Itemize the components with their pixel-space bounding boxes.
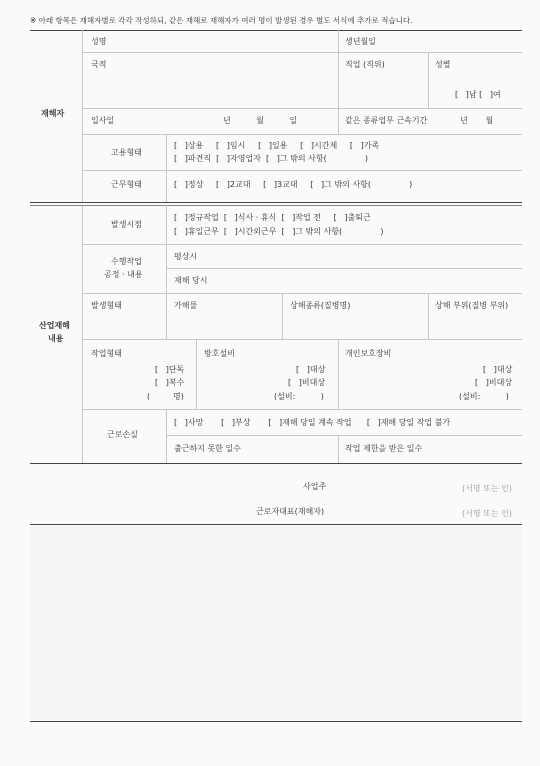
victim-section-divider — [82, 30, 83, 202]
employment-options-1: [ ]상용 [ ]임시 [ ]일용 [ ]시간제 [ ]가족 — [174, 141, 380, 150]
page-bottom-border — [30, 721, 522, 722]
work-form-multi: [ ]복수 — [155, 378, 185, 387]
victim-section-label: 재해자 — [41, 109, 65, 118]
work-loss-options: [ ]사망 [ ]부상 [ ]재해 당일 계속 작업 [ ]재해 당일 작업 불가 — [174, 418, 451, 427]
name-label: 성명 — [91, 37, 107, 46]
employment-type-label: 고용형태 — [111, 148, 142, 157]
at-accident-label: 재해 당시 — [174, 276, 208, 285]
table-top-border — [30, 30, 522, 31]
work-form-count: ( 명) — [147, 392, 184, 401]
nationality-label: 국적 — [91, 60, 107, 69]
work-type-label: 근무형태 — [111, 180, 142, 189]
protection-installed: (설비: ) — [274, 392, 324, 401]
ppe-label: 개인보호장비 — [345, 349, 392, 358]
task-label-2: 공정 · 내용 — [104, 270, 143, 279]
signature-bottom-border — [30, 524, 522, 525]
ppe-nontarget: [ ]비대상 — [475, 378, 513, 387]
protection-equipment-label: 방호설비 — [204, 349, 235, 358]
birthdate-label: 생년월일 — [345, 37, 376, 46]
ppe-target: [ ]대상 — [483, 365, 513, 374]
section-divider — [30, 202, 522, 203]
normal-label: 평상시 — [174, 252, 198, 261]
occurrence-time-options-2: [ ]휴일근무 [ ]시간외근무 [ ]그 밖의 사항( ) — [174, 227, 384, 236]
tenure-label: 같은 종류업무 근속기간 — [345, 116, 428, 125]
accident-section-label-1: 산업재해 — [39, 321, 70, 330]
occurrence-time-label: 발생시점 — [111, 220, 142, 229]
occurrence-form-label: 발생형태 — [91, 301, 122, 310]
protection-nontarget: [ ]비대상 — [288, 378, 326, 387]
cause-label: 가해물 — [174, 301, 198, 310]
worker-rep-label: 근로자대표(재해자) — [256, 507, 325, 516]
body-part-label: 상해 부위(질병 부위) — [435, 301, 509, 310]
employer-label: 사업주 — [303, 482, 327, 491]
tenure-ym: 년 월 — [460, 116, 494, 125]
gender-options: [ ]남 [ ]여 — [455, 90, 501, 99]
employer-signature-field[interactable]: (서명 또는 인) — [462, 484, 512, 493]
absent-days-label: 출근하지 못한 일수 — [174, 444, 241, 453]
employment-options-2: [ ]파견직 [ ]자영업자 [ ]그 밖의 사항( ) — [174, 154, 368, 163]
injury-type-label: 상해종류(질병명) — [290, 301, 351, 310]
hire-date-label: 입사일 — [91, 116, 115, 125]
restricted-days-label: 작업 제한을 받은 일수 — [345, 444, 423, 453]
work-form-alone: [ ]단독 — [155, 365, 185, 374]
work-loss-label: 근로손실 — [107, 430, 138, 439]
protection-target: [ ]대상 — [296, 365, 326, 374]
gender-label: 성별 — [435, 60, 451, 69]
ppe-installed: (설비: ) — [459, 392, 509, 401]
accident-section-label-2: 내용 — [48, 334, 64, 343]
hire-date-ymd: 년 월 일 — [223, 116, 298, 125]
work-type-options: [ ]정상 [ ]2교대 [ ]3교대 [ ]그 밖의 사항( ) — [174, 180, 413, 189]
occurrence-time-options-1: [ ]정규작업 [ ]식사 · 휴식 [ ]작업 전 [ ]출퇴근 — [174, 213, 371, 222]
task-label-1: 수행작업 — [111, 257, 142, 266]
worker-rep-signature-field[interactable]: (서명 또는 인) — [462, 509, 512, 518]
job-label: 직업 (직위) — [345, 60, 385, 69]
blank-area — [30, 526, 522, 720]
work-form-label: 작업형태 — [91, 349, 122, 358]
instruction-note: ※ 아래 항목은 재해자별로 각각 작성하되, 같은 재해로 재해자가 여러 명이 발생된 경우 별도 서식에 추가로 적습니다. — [30, 16, 413, 25]
